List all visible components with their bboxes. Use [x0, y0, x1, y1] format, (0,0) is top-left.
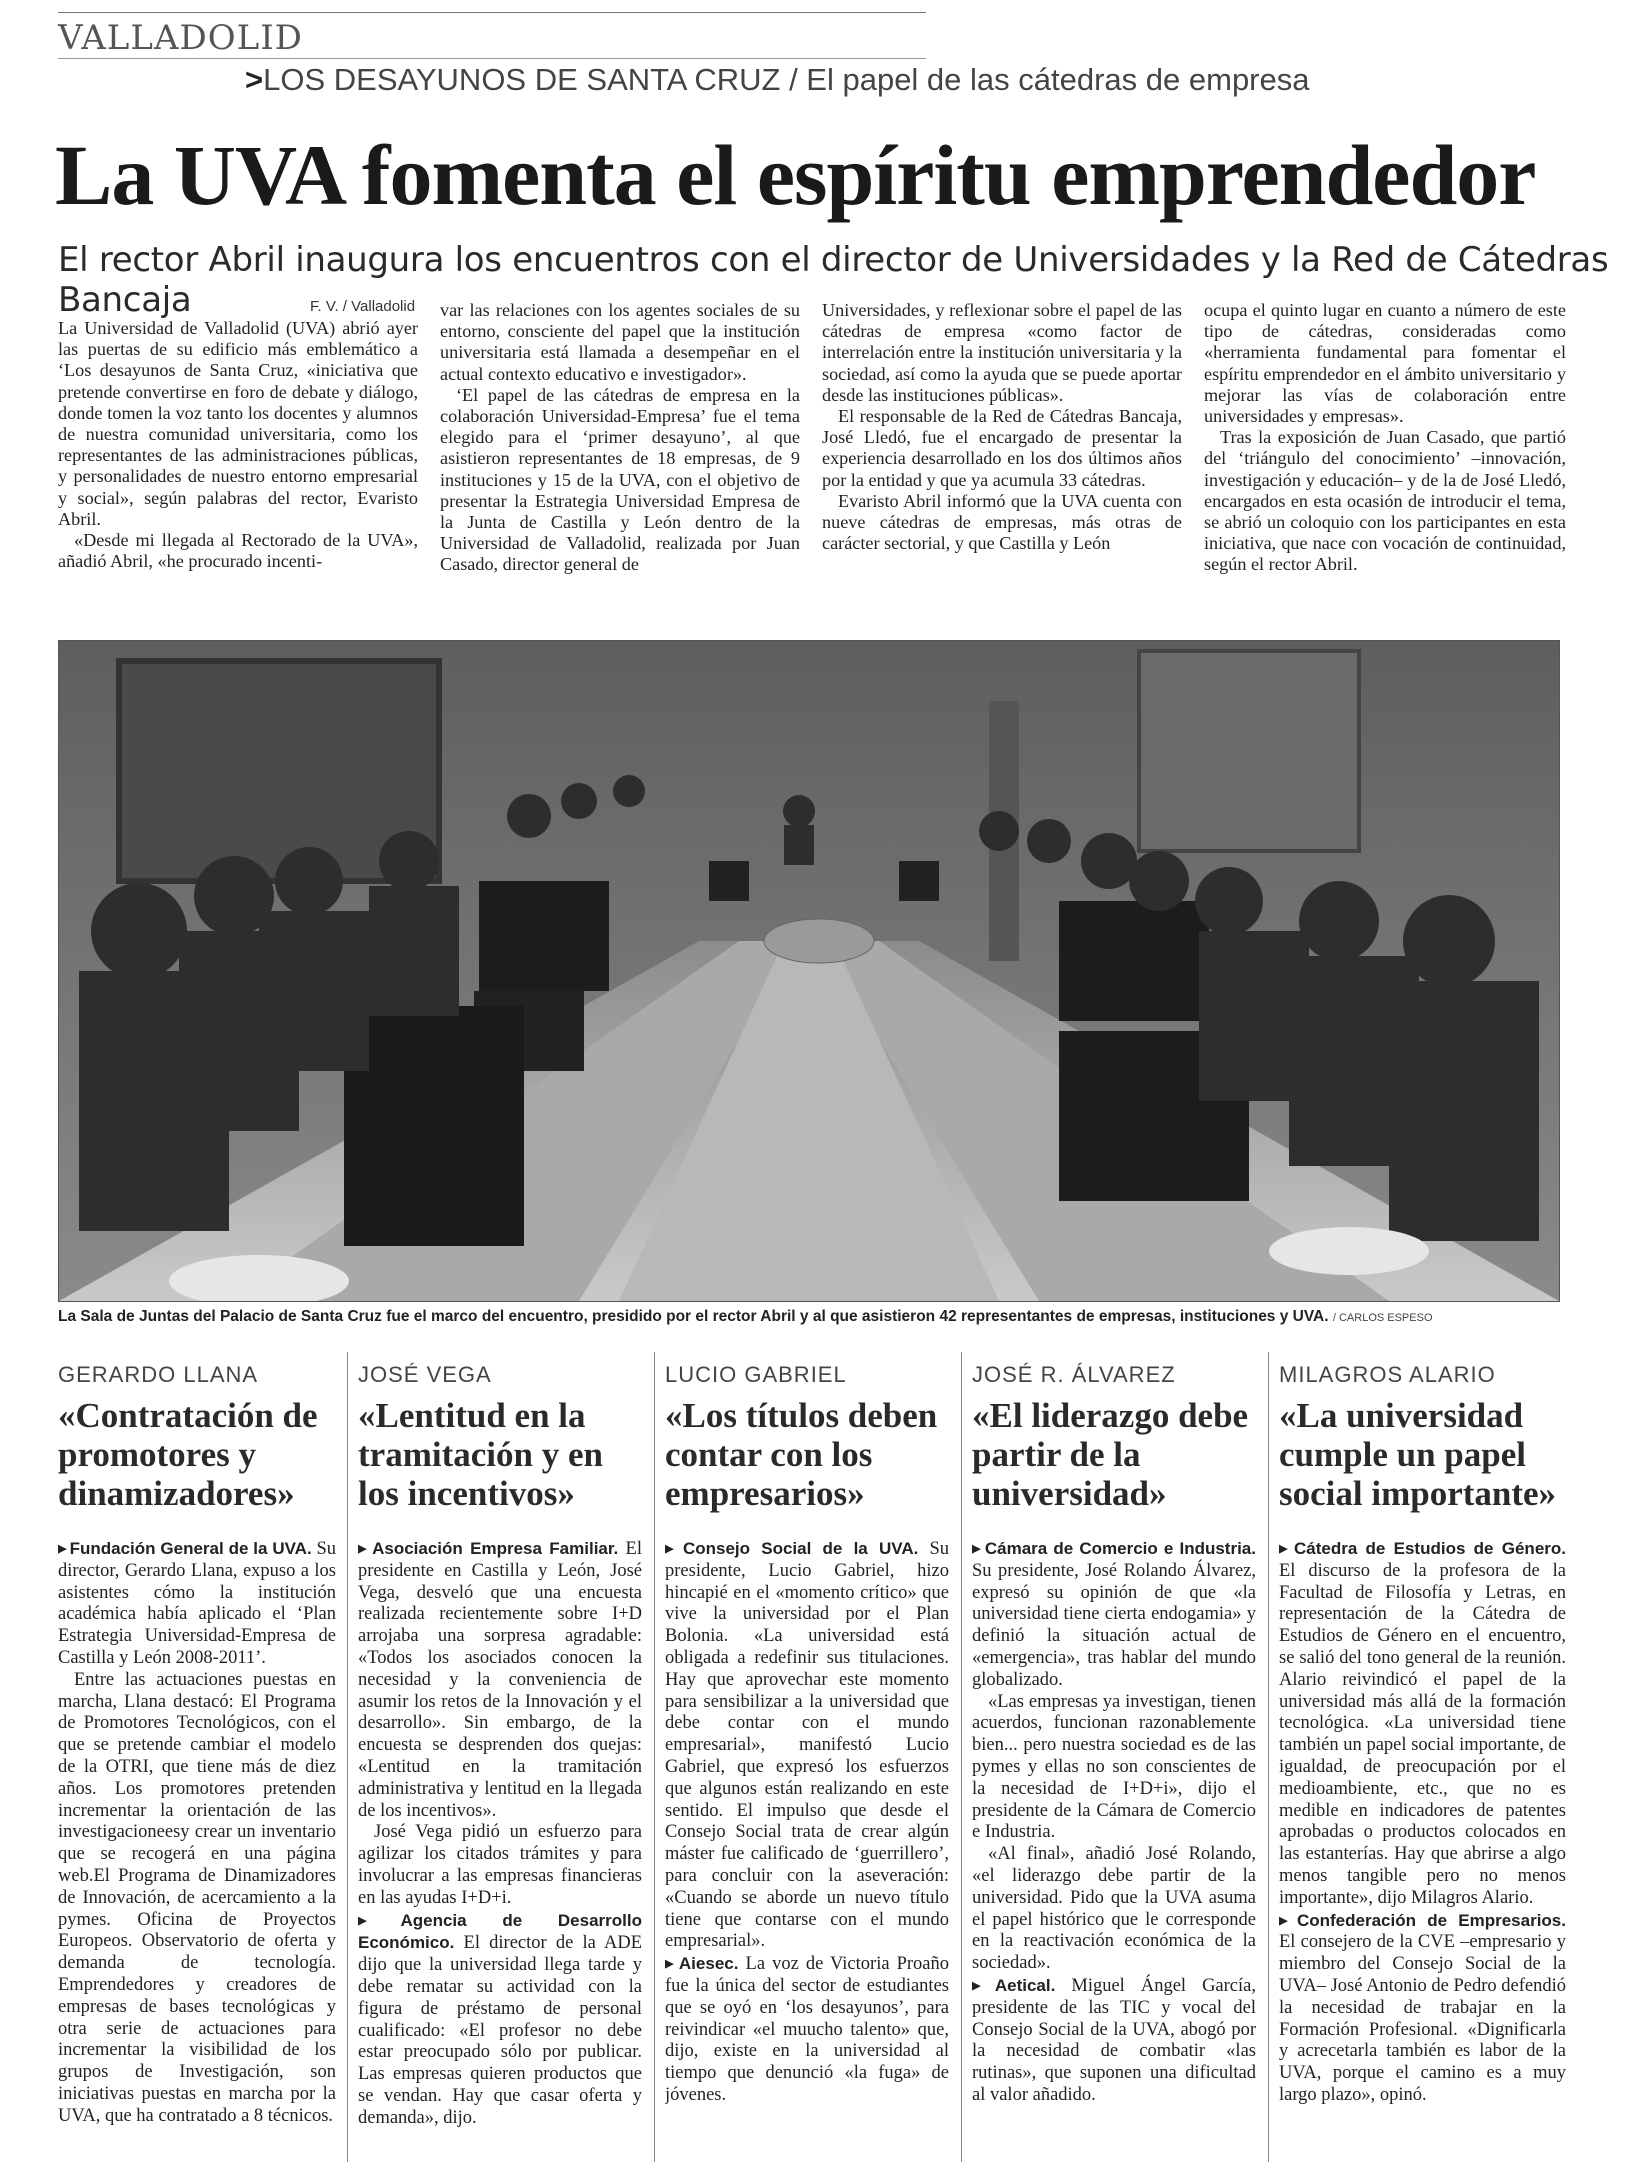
interview-text: La voz de Victoria Proaño fue la única del sector de estudiantes que se oyó en ‘los desayunos’, para reivindicar «el muucho talento» que, dijo, existe en la universidad al tiempo que denunció «la fuga» de jóvenes.	[665, 1954, 949, 2105]
column-divider	[654, 1352, 655, 2162]
column-divider	[961, 1352, 962, 2162]
article-paragraph: Tras la exposición de Juan Casado, que partió del ‘triángulo del conocimiento’ –innovación, investigación y educación– y de la de José Lledó, encargados en esta ocasión de introducir el tema, se abrió un coloquio con los participantes en esta iniciativa, que nace con vocación de continuidad, según el rector Abril.	[1204, 427, 1566, 575]
article-column-3	[822, 300, 1182, 610]
kicker-arrow-icon: >	[245, 62, 264, 97]
interview-paragraph: «Las empresas ya investigan, tienen acuerdos, funcionan razonablemente bien... pero nuestra sociedad es de las pymes y ellas no son conscientes de la necesidad de I+D+i», dijo el presidente de la Cámara de Comercio e Industria.	[972, 1691, 1256, 1843]
article-paragraph: Evaristo Abril informó que la UVA cuenta con nueve cátedras de empresas, más otras de carácter sectorial, y que Castilla y León	[822, 490, 1182, 554]
organization-label: ▶ Consejo Social de la UVA.	[665, 1539, 918, 1558]
article-paragraph: ocupa el quinto lugar en cuanto a número de este tipo de cátedras, consideradas como «herramienta fundamental para fomentar el espíritu emprendedor en el ámbito universitario y mejorar las vías de colaboración entre universidades y empresas».	[1204, 300, 1566, 427]
kicker	[245, 62, 1310, 98]
article-paragraph: var las relaciones con los agentes sociales de su entorno, consciente del papel que la institución universitaria está llamada a desempeñar en el actual contexto educativo e investigador».	[440, 300, 800, 384]
kicker-separator: /	[780, 62, 807, 97]
top-rule	[58, 12, 926, 13]
interview-paragraph: «Al final», añadió José Rolando, «el liderazgo debe partir de la universidad. Pido que la UVA asuma el papel histórico que le corresponde en la reactivación económica de la sociedad».	[972, 1844, 1256, 1974]
interview-paragraph: José Vega pidió un esfuerzo para agilizar los citados trámites y para involucrar a las empresas financieras en las ayudas I+D+i.	[358, 1822, 642, 1908]
article-paragraph: La Universidad de Valladolid (UVA) abrió ayer las puertas de su edificio más emblemático a ‘Los desayunos de Santa Cruz, «iniciativa que pretende convertirse en foro de debate y diálogo, donde tomen la voz tanto los docentes y alumnos de nuestra comunidad universitaria, como los representantes de las administraciones públicas, y personalidades de nuestro entorno empresarial y social», según palabras del rector, Evaristo Abril.	[58, 318, 418, 529]
article-column-1	[58, 318, 418, 608]
interview-paragraph: Entre las actuaciones puestas en marcha, Llana destacó: El Programa de Promotores Tecnológicos, con el que se pretende cambiar el modelo de la OTRI, que tiene más de diez años. Los promotores pretenden incrementar la orientación de las investigacioneesy crear un inventario que se recogerá en una página web.El Programa de Dinamizadores de Innovación, de acercamiento a la pymes. Oficina de Proyectos Europeos. Observatorio de oferta y demanda de tecnología. Emprendedores y creadores de empresas de bases tecnológicas y otra serie de actuaciones para incrementar la visibilidad de los grupos de Investigación, son iniciativas puestas en marcha por la UVA, que ha contratado a 8 técnicos.	[58, 1669, 336, 2126]
column-divider	[347, 1352, 348, 2162]
article-paragraph: Universidades, y reflexionar sobre el papel de las cátedras de empresa «como factor de interrelación entre la institución universitaria y la sociedad, así como la ayuda que se puede aportar desde las instituciones públicas».	[822, 300, 1182, 405]
interview-paragraph	[972, 1975, 1256, 2107]
interviewee-name: JOSÉ R. ÁLVAREZ	[972, 1362, 1176, 1387]
byline: F. V. / Valladolid	[310, 298, 416, 315]
interview-quote: «El liderazgo debe partir de la universidad»	[972, 1396, 1249, 1513]
interview-paragraph	[58, 1538, 336, 1670]
interview-paragraph	[358, 1910, 642, 2130]
article-paragraph: El responsable de la Red de Cátedras Bancaja, José Lledó, fue el encargado de presentar la experiencia desarrollado en los dos últimos años por la entidad y que ya acumula 33 cátedras.	[822, 406, 1182, 490]
photo-caption	[58, 1308, 1578, 1326]
interview-text: El discurso de la profesora de la Facultad de Filosofía y Letras, en representación de la Cátedra de Estudios de Género en el encuentro, se salió del tono general de la reunión. Alario reivindicó el papel de la universidad más allá de la formación tecnológica. «La universidad tiene también un papel social importante, de igualdad, de preocupación por el medioambiente, etc., que no es medible en indicadores de patentes aprobadas o productos colocados en las estanterías. Hay que abrirse a algo menos tangible pero no menos importante», dijo Milagros Alario.	[1279, 1560, 1566, 1908]
interview-quote: «La universidad cumple un papel social importante»	[1279, 1396, 1557, 1513]
interview-paragraph	[1279, 1538, 1566, 1910]
interview-paragraph	[358, 1538, 642, 1822]
interview-text: El director de la ADE dijo que la universidad llega tarde y debe rematar su actividad con la figura de préstamo de personal cualificado: «El profesor no debe estar preocupado sólo por publicar. Las empresas quieren productos que se vendan. Hay que casar oferta y demanda», dijo.	[358, 1933, 642, 2128]
interviewee-name: MILAGROS ALARIO	[1279, 1362, 1496, 1387]
organization-label: ▶ Cátedra de Estudios de Género.	[1279, 1539, 1566, 1558]
organization-label: ▶ Fundación General de la UVA.	[58, 1539, 312, 1558]
article-paragraph: ‘El papel de las cátedras de empresa en la colaboración Universidad-Empresa’ fue el tema elegido para el ‘primer desayuno’, al que asistieron representantes de 18 empresas, de 9 instituciones y 15 de la UVA, con el objetivo de presentar la Estrategia Universidad Empresa de la Junta de Castilla y León dentro de la Universidad de Valladolid, realizada por Juan Casado, director general de	[440, 384, 800, 575]
interview-text: Su presidente, José Rolando Álvarez, expresó su opinión de que «la universidad tiene cierta endogamia» y definió la situación actual de «emergencia», tras hablar del mundo globalizado.	[972, 1560, 1256, 1690]
meeting-room-illustration	[59, 641, 1559, 1301]
organization-label: ▶ Cámara de Comercio e Industria.	[972, 1539, 1256, 1558]
interviewee-name: JOSÉ VEGA	[358, 1362, 492, 1387]
subhead: El rector Abril inaugura los encuentros con el director de Universidades y la Red de Cátedras Bancaja	[58, 240, 1609, 320]
kicker-series: LOS DESAYUNOS DE SANTA CRUZ	[263, 62, 781, 97]
interview-paragraph	[1279, 1910, 1566, 2107]
interview-quote: «Lentitud en la tramitación y en los incentivos»	[358, 1396, 603, 1513]
interview-body	[972, 1538, 1256, 2166]
interview-body	[358, 1538, 642, 2166]
interview-body	[665, 1538, 949, 2166]
column-divider	[1268, 1352, 1269, 2162]
interview-quote: «Contratación de promotores y dinamizadores»	[58, 1396, 318, 1513]
kicker-topic: El papel de las cátedras de empresa	[806, 62, 1310, 97]
interview-text: El consejero de la CVE –empresario y miembro del Consejo Social de la UVA– José Antonio de Pedro defendió la necesidad de trabajar en la Formación Profesional. «Dignificarla y acrecetarla también es labor de la UVA, porque el camino es a muy largo plazo», opinó.	[1279, 1932, 1566, 2105]
organization-label: ▶ Confederación de Empresarios.	[1279, 1911, 1566, 1930]
organization-label: ▶ Aetical.	[972, 1976, 1055, 1995]
interview-text: Su director, Gerardo Llana, expuso a los asistentes cómo la institución académica había aplicado el ‘Plan Estrategia Universidad-Empresa de Castilla y León 2008-2011’.	[58, 1539, 336, 1668]
headline: La UVA fomenta el espíritu emprendedor	[55, 127, 1536, 223]
organization-label: ▶ Aiesec.	[665, 1954, 738, 1973]
organization-label: ▶ Agencia de Desarrollo Económico.	[358, 1911, 642, 1953]
meeting-photo	[58, 640, 1560, 1302]
interview-text: El presidente en Castilla y León, José Vega, desveló que una encuesta realizada recientemente sobre I+D arrojaba una sorpresa agradable: «Todos los asociados conocen la necesidad y la conveniencia de asumir los retos de la Innovación y el desarrollo». Sin embargo, de la encuesta se desprenden dos quejas: «Lentitud en la tramitación administrativa y lentitud en la llegada de los incentivos».	[358, 1539, 642, 1821]
interview-body	[1279, 1538, 1566, 2166]
section-name: VALLADOLID	[58, 18, 303, 58]
caption-text: La Sala de Juntas del Palacio de Santa Cruz fue el marco del encuentro, presidido por el rector Abril y al que asistieron 42 representantes de empresas, instituciones y UVA.	[58, 1308, 1329, 1325]
interview-body	[58, 1538, 336, 2166]
interview-paragraph	[665, 1953, 949, 2107]
article-column-4	[1204, 300, 1566, 610]
interview-text: Su presidente, Lucio Gabriel, hizo hincapié en el «momento crítico» que vive la universidad por el Plan Bolonia. «La universidad está obligada a redefinir sus titulaciones. Hay que aprovechar este momento para sensibilizar a la universidad que debe contar con el mundo empresarial», manifestó Lucio Gabriel, que expresó los esfuerzos que algunos están realizando en este sentido. El impulso que desde el Consejo Social trata de crear algún máster fue calificado de ‘guerrillero’, para concluir con la aseveración: «Cuando se aborde un nuevo título tiene que contarse con el mundo empresarial».	[665, 1539, 949, 1952]
interview-paragraph	[665, 1538, 949, 1953]
section-rule	[58, 58, 926, 59]
article-paragraph: «Desde mi llegada al Rectorado de la UVA», añadió Abril, «he procurado incenti-	[58, 530, 418, 572]
interview-quote: «Los títulos deben contar con los empresarios»	[665, 1396, 938, 1513]
photo-credit: / CARLOS ESPESO	[1332, 1312, 1433, 1324]
interviewee-name: LUCIO GABRIEL	[665, 1362, 847, 1387]
interviewee-name: GERARDO LLANA	[58, 1362, 259, 1387]
article-column-2	[440, 300, 800, 610]
interview-text: Miguel Ángel García, presidente de las TIC y vocal del Consejo Social de la UVA, abogó por la necesidad de combatir «las rutinas», que suponen una dificultad al valor añadido.	[972, 1975, 1256, 2105]
interview-paragraph	[972, 1538, 1256, 1692]
organization-label: ▶ Asociación Empresa Familiar.	[358, 1539, 618, 1558]
